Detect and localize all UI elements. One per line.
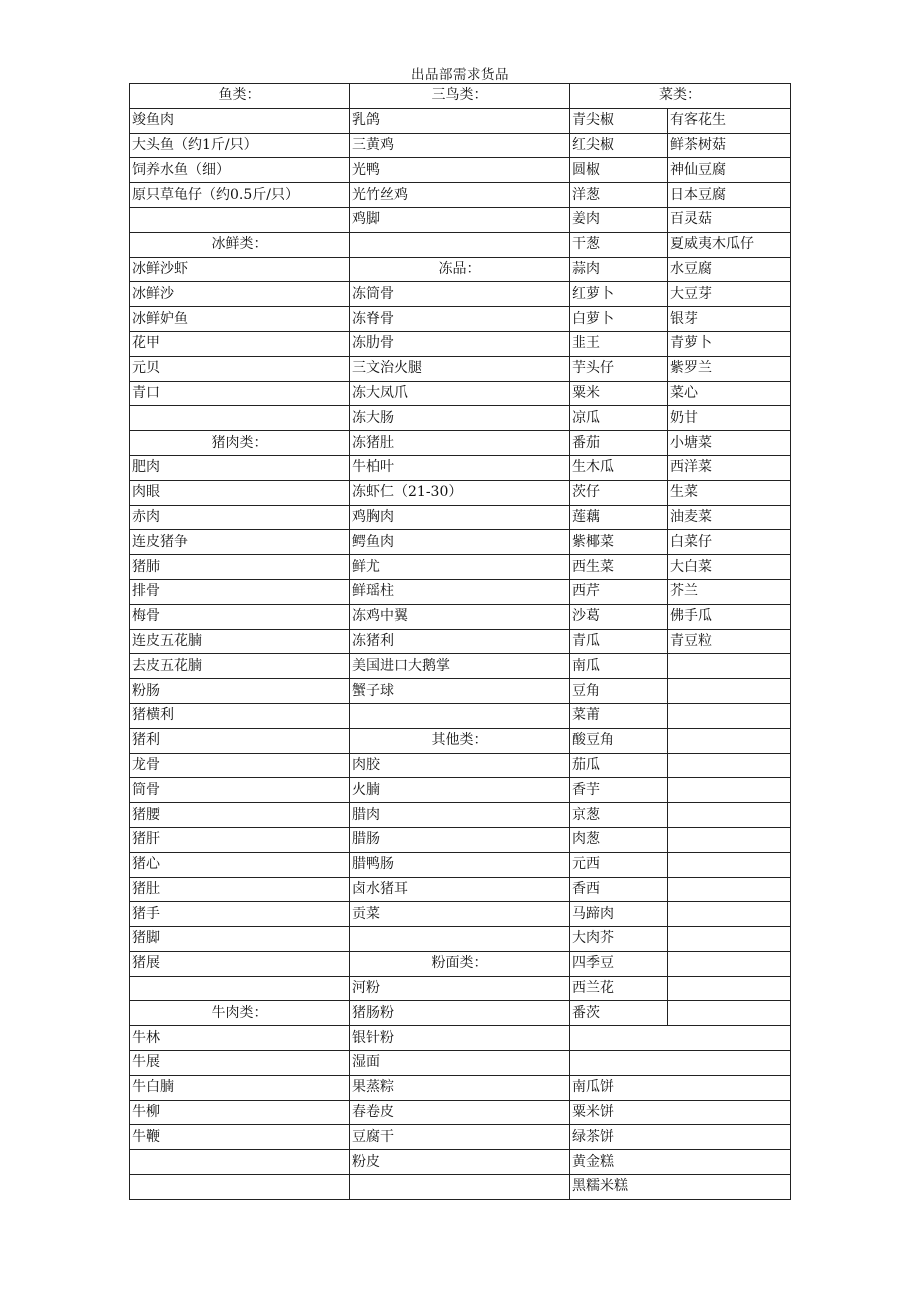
item-cell: 日本豆腐: [668, 183, 791, 208]
item-cell: 牛展: [130, 1051, 350, 1076]
item-cell: 三黄鸡: [350, 133, 570, 158]
table-row: [130, 555, 791, 580]
item-cell: 白菜仔: [668, 530, 791, 555]
item-cell: 肉眼: [130, 480, 350, 505]
table-row: [130, 1175, 791, 1200]
item-cell: 银针粉: [350, 1026, 570, 1051]
item-cell: 火腩: [350, 778, 570, 803]
item-cell: [668, 852, 791, 877]
item-cell: 西兰花: [570, 976, 668, 1001]
category-header-cell: 其他类：: [350, 728, 570, 753]
item-cell: 鲜瑶柱: [350, 579, 570, 604]
category-header-cell: 粉面类：: [350, 951, 570, 976]
item-cell: 饲养水鱼（细）: [130, 158, 350, 183]
table-row: [130, 976, 791, 1001]
item-cell: 冰鲜沙虾: [130, 257, 350, 282]
item-cell: 春卷皮: [350, 1100, 570, 1125]
item-cell: 白萝卜: [570, 307, 668, 332]
item-cell: 元西: [570, 852, 668, 877]
item-cell: 绿茶饼: [570, 1125, 791, 1150]
category-header-cell: 冰鲜类：: [130, 232, 350, 257]
item-cell: [668, 951, 791, 976]
item-cell: 冻猪肚: [350, 431, 570, 456]
item-cell: 神仙豆腐: [668, 158, 791, 183]
item-cell: 猪展: [130, 951, 350, 976]
table-row: [130, 257, 791, 282]
table-row: [130, 84, 791, 109]
category-header-cell: 三鸟类：: [350, 84, 570, 109]
item-cell: 生木瓜: [570, 455, 668, 480]
item-cell: 肥肉: [130, 455, 350, 480]
table-row: [130, 728, 791, 753]
item-cell: 乳鸽: [350, 108, 570, 133]
table-row: [130, 282, 791, 307]
item-cell: 猪横利: [130, 703, 350, 728]
table-row: [130, 927, 791, 952]
item-cell: 冻筒骨: [350, 282, 570, 307]
item-cell: 酸豆角: [570, 728, 668, 753]
item-cell: 腊鸭肠: [350, 852, 570, 877]
item-cell: 沙葛: [570, 604, 668, 629]
item-cell: 粟米饼: [570, 1100, 791, 1125]
item-cell: 夏威夷木瓜仔: [668, 232, 791, 257]
table-row: [130, 852, 791, 877]
item-cell: 连皮猪争: [130, 530, 350, 555]
item-cell: 竣鱼肉: [130, 108, 350, 133]
item-cell: 腊肠: [350, 827, 570, 852]
item-cell: 冻虾仁（21-30）: [350, 480, 570, 505]
item-cell: 紫罗兰: [668, 356, 791, 381]
table-row: [130, 579, 791, 604]
item-cell: [130, 1150, 350, 1175]
item-cell: [668, 803, 791, 828]
item-cell: 光鸭: [350, 158, 570, 183]
item-cell: 去皮五花腩: [130, 654, 350, 679]
item-cell: [350, 232, 570, 257]
item-cell: 冻鸡中翼: [350, 604, 570, 629]
table-row: [130, 207, 791, 232]
item-cell: [668, 827, 791, 852]
table-row: [130, 232, 791, 257]
item-cell: 马蹄肉: [570, 902, 668, 927]
table-row: [130, 703, 791, 728]
table-row: [130, 654, 791, 679]
item-cell: 茄瓜: [570, 753, 668, 778]
item-cell: 姜肉: [570, 207, 668, 232]
item-cell: 花甲: [130, 331, 350, 356]
item-cell: 韭王: [570, 331, 668, 356]
item-cell: 猪腰: [130, 803, 350, 828]
item-cell: [130, 406, 350, 431]
item-cell: 猪脚: [130, 927, 350, 952]
item-cell: 大豆芽: [668, 282, 791, 307]
item-cell: 芋头仔: [570, 356, 668, 381]
item-cell: 青豆粒: [668, 629, 791, 654]
item-cell: 贡菜: [350, 902, 570, 927]
item-cell: 粉皮: [350, 1150, 570, 1175]
item-cell: [668, 679, 791, 704]
category-header-cell: 菜类：: [570, 84, 791, 109]
item-cell: 猪肚: [130, 877, 350, 902]
table-row: [130, 307, 791, 332]
item-cell: 冰鲜沙: [130, 282, 350, 307]
item-cell: 鲜尤: [350, 555, 570, 580]
item-cell: [350, 927, 570, 952]
item-cell: 冻大肠: [350, 406, 570, 431]
item-cell: 粟米: [570, 381, 668, 406]
table-row: [130, 381, 791, 406]
item-cell: 连皮五花腩: [130, 629, 350, 654]
item-cell: 凉瓜: [570, 406, 668, 431]
table-row: [130, 133, 791, 158]
item-cell: [668, 877, 791, 902]
table-row: [130, 1001, 791, 1026]
item-cell: 元贝: [130, 356, 350, 381]
item-cell: 湿面: [350, 1051, 570, 1076]
item-cell: 西芹: [570, 579, 668, 604]
item-cell: 果蒸粽: [350, 1075, 570, 1100]
item-cell: [570, 1051, 791, 1076]
table-row: [130, 331, 791, 356]
item-cell: [570, 1026, 791, 1051]
item-cell: 茨仔: [570, 480, 668, 505]
item-cell: 猪手: [130, 902, 350, 927]
item-cell: 牛柳: [130, 1100, 350, 1125]
item-cell: 冻大凤爪: [350, 381, 570, 406]
item-cell: 水豆腐: [668, 257, 791, 282]
item-cell: 龙骨: [130, 753, 350, 778]
item-cell: 小塘菜: [668, 431, 791, 456]
item-cell: 腊肉: [350, 803, 570, 828]
item-cell: [668, 927, 791, 952]
item-cell: 红尖椒: [570, 133, 668, 158]
item-cell: 圆椒: [570, 158, 668, 183]
item-cell: 奶甘: [668, 406, 791, 431]
table-row: [130, 505, 791, 530]
item-cell: 西生菜: [570, 555, 668, 580]
item-cell: [668, 902, 791, 927]
item-cell: 黄金糕: [570, 1150, 791, 1175]
table-row: [130, 679, 791, 704]
item-cell: 紫椰菜: [570, 530, 668, 555]
table-row: [130, 480, 791, 505]
table-row: [130, 431, 791, 456]
item-cell: 莲藕: [570, 505, 668, 530]
item-cell: 猪心: [130, 852, 350, 877]
table-row: [130, 1026, 791, 1051]
item-cell: [668, 1001, 791, 1026]
table-row: [130, 753, 791, 778]
item-cell: 大肉芥: [570, 927, 668, 952]
item-cell: 青萝卜: [668, 331, 791, 356]
item-cell: 猪利: [130, 728, 350, 753]
item-cell: 有客花生: [668, 108, 791, 133]
item-cell: 肉葱: [570, 827, 668, 852]
table-row: [130, 1100, 791, 1125]
item-cell: 豆腐干: [350, 1125, 570, 1150]
item-cell: 猪肺: [130, 555, 350, 580]
item-cell: 粉肠: [130, 679, 350, 704]
table-row: [130, 877, 791, 902]
item-cell: 油麦菜: [668, 505, 791, 530]
item-cell: 银芽: [668, 307, 791, 332]
item-cell: 河粉: [350, 976, 570, 1001]
item-cell: [668, 753, 791, 778]
item-cell: 佛手瓜: [668, 604, 791, 629]
item-cell: 番茄: [570, 431, 668, 456]
item-cell: 牛林: [130, 1026, 350, 1051]
item-cell: 芥兰: [668, 579, 791, 604]
item-cell: 菜莆: [570, 703, 668, 728]
item-cell: 香芋: [570, 778, 668, 803]
table-row: [130, 803, 791, 828]
item-cell: 筒骨: [130, 778, 350, 803]
item-cell: 排骨: [130, 579, 350, 604]
item-cell: 鳄鱼肉: [350, 530, 570, 555]
item-cell: [130, 976, 350, 1001]
item-cell: 冻肋骨: [350, 331, 570, 356]
item-cell: [130, 207, 350, 232]
item-cell: 牛白腩: [130, 1075, 350, 1100]
item-cell: 猪肝: [130, 827, 350, 852]
item-cell: 牛柏叶: [350, 455, 570, 480]
table-row: [130, 778, 791, 803]
document-title: 出品部需求货品: [411, 67, 509, 83]
item-cell: 美国进口大鹅掌: [350, 654, 570, 679]
category-header-cell: 猪肉类：: [130, 431, 350, 456]
item-cell: [668, 778, 791, 803]
item-cell: 冻脊骨: [350, 307, 570, 332]
table-row: [130, 356, 791, 381]
table-row: [130, 604, 791, 629]
item-cell: 鸡脚: [350, 207, 570, 232]
table-row: [130, 1075, 791, 1100]
item-cell: 洋葱: [570, 183, 668, 208]
item-cell: 百灵菇: [668, 207, 791, 232]
item-cell: 冻猪利: [350, 629, 570, 654]
item-cell: 豆角: [570, 679, 668, 704]
item-cell: 南瓜饼: [570, 1075, 791, 1100]
item-cell: 鸡胸肉: [350, 505, 570, 530]
category-header-cell: 冻品：: [350, 257, 570, 282]
table-row: [130, 406, 791, 431]
table-row: [130, 158, 791, 183]
item-cell: 番茨: [570, 1001, 668, 1026]
category-header-cell: 牛肉类：: [130, 1001, 350, 1026]
item-cell: 红萝卜: [570, 282, 668, 307]
table-row: [130, 951, 791, 976]
item-cell: 青瓜: [570, 629, 668, 654]
item-cell: 卤水猪耳: [350, 877, 570, 902]
table-row: [130, 108, 791, 133]
category-header-cell: 鱼类：: [130, 84, 350, 109]
item-cell: 肉胶: [350, 753, 570, 778]
item-cell: 京葱: [570, 803, 668, 828]
item-cell: [668, 654, 791, 679]
item-cell: 西洋菜: [668, 455, 791, 480]
item-cell: 菜心: [668, 381, 791, 406]
item-cell: 青尖椒: [570, 108, 668, 133]
table-row: [130, 1150, 791, 1175]
item-cell: 猪肠粉: [350, 1001, 570, 1026]
goods-table: [129, 83, 791, 1200]
item-cell: [668, 728, 791, 753]
item-cell: 香西: [570, 877, 668, 902]
table-row: [130, 530, 791, 555]
item-cell: 梅骨: [130, 604, 350, 629]
table-row: [130, 183, 791, 208]
table-row: [130, 629, 791, 654]
item-cell: 大头鱼（约1斤/只）: [130, 133, 350, 158]
item-cell: 四季豆: [570, 951, 668, 976]
item-cell: 青口: [130, 381, 350, 406]
item-cell: [350, 703, 570, 728]
item-cell: [130, 1175, 350, 1200]
item-cell: 光竹丝鸡: [350, 183, 570, 208]
item-cell: 原只草龟仔（约0.5斤/只）: [130, 183, 350, 208]
item-cell: [668, 703, 791, 728]
table-row: [130, 827, 791, 852]
item-cell: 黑糯米糕: [570, 1175, 791, 1200]
item-cell: 赤肉: [130, 505, 350, 530]
item-cell: 蟹子球: [350, 679, 570, 704]
table-row: [130, 455, 791, 480]
item-cell: 南瓜: [570, 654, 668, 679]
table-row: [130, 902, 791, 927]
item-cell: 鲜茶树菇: [668, 133, 791, 158]
table-row: [130, 1051, 791, 1076]
item-cell: [350, 1175, 570, 1200]
item-cell: 冰鲜妒鱼: [130, 307, 350, 332]
table-row: [130, 1125, 791, 1150]
item-cell: 蒜肉: [570, 257, 668, 282]
item-cell: [668, 976, 791, 1001]
item-cell: 大白菜: [668, 555, 791, 580]
item-cell: 三文治火腿: [350, 356, 570, 381]
item-cell: 牛鞭: [130, 1125, 350, 1150]
item-cell: 干葱: [570, 232, 668, 257]
item-cell: 生菜: [668, 480, 791, 505]
